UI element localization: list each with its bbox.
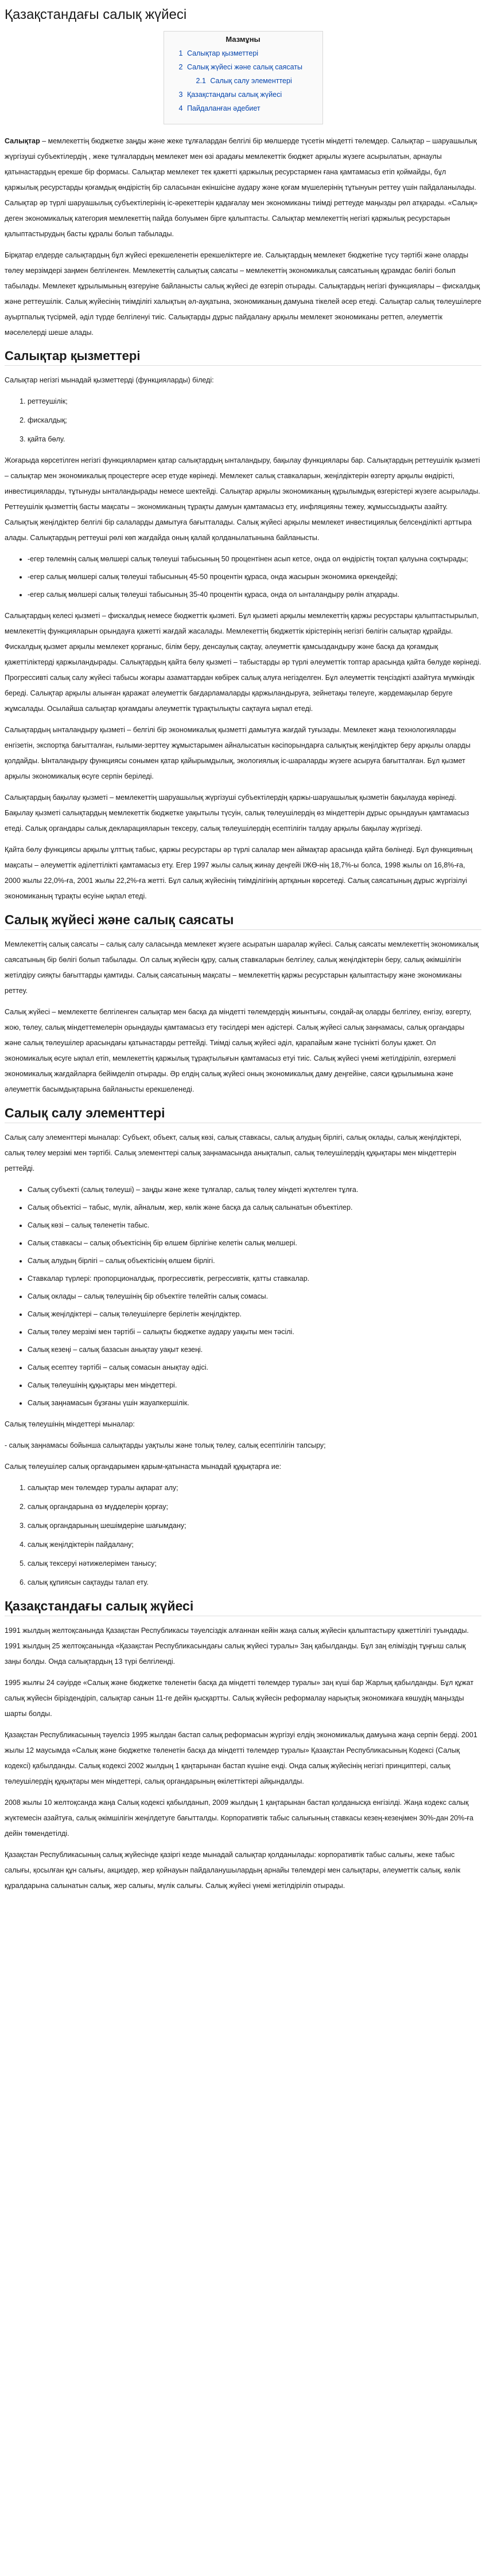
article-page	[0, 7, 486, 2576]
list-item: 5. салық тексеруі нәтижелерімен танысу;	[28, 1556, 481, 1572]
list-item: • Салық жеңілдіктері – салық төлеушілерге берілетін жеңілдіктер.	[28, 1307, 481, 1322]
list-item: 2. фискалдық;	[28, 413, 481, 428]
elements-intro: Салық салу элементтері мыналар: Субъект, объект, салық көзі, салық ставкасы, салық алудың бірлігі, салық оклады, салық жеңілдіктері, салық төлеу мерзімі мен тәртібі. Салық элементтері салық заңнамасында анықталып, салық төлеушілердің құқықтары мен міндеттерін реттейді.	[5, 1133, 462, 1172]
list-item: • Салық төлеушінің құқықтары мен міндеттері.	[28, 1378, 481, 1393]
list-item: • Салық кезеңі – салық базасын анықтау уақыт кезеңі.	[28, 1342, 481, 1358]
policy-paragraph-1: Мемлекеттің салық саясаты – салық салу саласында мемлекет жүзеге асыратын шаралар жүйесі. Салық саясаты мемлекеттің экономикалық саясатының бір бөлігі болып табылады. Ол салық жүйесін құру, салық ставкаларын белгілеу, салық жеңілдіктерін беру, салық әкімшілігін жетілдіру сияқты бағыттарды қамтиды. Салық саясатының мақсаты – мемлекеттің қаржы ресурстарын қалыптастыру және экономиканы реттеу.	[5, 940, 479, 995]
list-item: • Ставкалар түрлері: пропорционалдық, прогрессивтік, регрессивтік, қатты ставкалар.	[28, 1271, 481, 1287]
page-title: Қазақстандағы салық жүйесі	[5, 7, 187, 22]
section-heading-tax-system-policy: Салық жүйесі және салық саясаты	[5, 912, 481, 930]
functions-paragraph-1: Жоғарыда көрсетілген негізгі функциялармен қатар салықтардың ынталандыру, бақылау функциялары бар. Салықтардың реттеушілік қызметі – салықтар мен экономикалық процестерге әсер етуде көрінеді. Мемлекет салық ставкаларын, жеңілдіктерін өзгерту арқылы өндірісті, инвестицияларды, тұтынуды ынталандырады немесе шектейді. Салықтар арқылы экономиканың құрылымдық өзгерістері жүзеге асырылады. Реттеушілік қызметтің басты мақсаты – экономиканың тұрақты дамуын қамтамасыз ету, инфляцияны тежеу, жұмыссыздықты азайту. Салықтық жеңілдіктер белгілі бір салаларды дамытуға бағытталады. Салық жүйесі арқылы мемлекет инвестициялық белсенділікті арттыра алады. Салықтардың реттеуші рөлі көп жағдайда оның қалай қолданылатынына байланысты.	[5, 456, 480, 542]
toc-item-4[interactable]: 4 Пайдаланған әдебиет	[178, 104, 261, 112]
toc-item-2-1[interactable]: 2.1 Салық салу элементтері	[196, 77, 292, 85]
taxpayer-rights-list	[5, 1480, 481, 1590]
list-item: 1. реттеушілік;	[28, 394, 481, 409]
list-item: • -егер салық мөлшері салық төлеуші табысының 35-40 процентін құраса, онда ол ынталандыру рөлін атқарады.	[28, 587, 481, 603]
toc-heading: Мазмұны	[225, 35, 261, 44]
list-item: • Салық объектісі – табыс, мүлік, айналым, жер, көлік және басқа да салық салынатын объектілер.	[28, 1200, 481, 1215]
section-heading-taxes-functions: Салықтар қызметтері	[5, 349, 481, 366]
list-item: 3. қайта бөлу.	[28, 432, 481, 447]
section-heading-tax-elements: Салық салу элементтері	[5, 1105, 481, 1123]
toc-item-2[interactable]: 2 Салық жүйесі және салық саясаты	[178, 63, 302, 71]
list-item: • Салық есептеу тәртібі – салық сомасын анықтау әдісі.	[28, 1360, 481, 1375]
functions-paragraph-3: Салықтардың ынталандыру қызметі – белгілі бір экономикалық қызметті дамытуға жағдай туғызады. Мемлекет жаңа технологияларды енгізетін, экспортқа бағытталған, ғылыми-зерттеу жұмыстарымен айналысатын кәсіпорындарға салықтық жеңілдіктер беру арқылы оларды қолдайды. Ынталандыру функциясы сонымен қатар қайырымдылық, экологиялық іс-шараларды жүзеге асыруға бағытталған. Бұл қызмет арқылы экономикалық өсуге серпін беріледі.	[5, 726, 471, 780]
list-item: • Салық көзі – салық төленетін табыс.	[28, 1218, 481, 1233]
list-item: 6. салық құпиясын сақтауды талап ету.	[28, 1575, 481, 1590]
toc-item-3[interactable]: 3 Қазақстандағы салық жүйесі	[178, 91, 282, 99]
list-item: • Салық ставкасы – салық объектісінің бір өлшем бірлігіне келетін салық мөлшері.	[28, 1236, 481, 1251]
kz-paragraph-1: 1991 жылдың желтоқсанында Қазақстан Республикасы тәуелсіздік алғаннан кейін жаңа салық жүйесін қалыптастыру қажеттілігі туындады. 1991 жылдың 25 желтоқсанында «Қазақстан Республикасындағы салық жүйесі туралы» Заң қабылданды. Бұл заң еліміздің тұңғыш салық заңы болды. Онда салықтардың 13 түрі белгіленді.	[5, 1627, 469, 1666]
tax-rate-effects-list	[5, 552, 481, 603]
list-item: • Салық төлеу мерзімі мен тәртібі – салықты бюджетке аудару уақыты мен тәсілі.	[28, 1324, 481, 1340]
list-item: • -егер төлемнің салық мөлшері салық төлеуші табысының 50 процентінен асып кетсе, онда ол өндірістің тоқтап қалуына соқтырады;	[28, 552, 481, 567]
functions-intro: Салықтар негізгі мынадай қызметтерді (функцияларды) біледі:	[5, 376, 214, 384]
kz-paragraph-5: Қазақстан Республикасының салық жүйесінде қазіргі кезде мынадай салықтар қолданылады: корпоративтік табыс салығы, жеке табыс салығы, қосылған құн салығы, акциздер, жер қойнауын пайдаланушылардың арнайы төлемдері мен салықтары, әлеуметтік салық, көлік құралдарына салынатын салық, жер салығы, мүлік салығы. Салық жүйесі үнемі жетілдіріліп отырады.	[5, 1851, 461, 1890]
elements-paragraph-2: - салық заңнамасы бойынша салықтарды уақтылы және толық төлеу, салық есептілігін тапсыру;	[5, 1441, 326, 1449]
list-item: 4. салық жеңілдіктерін пайдалану;	[28, 1537, 481, 1553]
list-item: 3. салық органдарының шешімдеріне шағымдану;	[28, 1518, 481, 1534]
intro-paragraph-2: Бірқатар елдерде салықтардың бұл жүйесі ерекшеленетін ерекшеліктерге ие. Салықтардың мемлекет бюджетіне түсу тәртібі және оларды төлеу мерзімдері заңмен белгіленген. Мемлекеттің салықтық саясаты – мемлекеттің экономикалық саясатының құрамдас бөлігі болып табылады. Мемлекет құрылымының өзгеруіне байланысты салық жүйесі де өзгеріп отырады. Салықтардың негізгі функциялары – фискалдық және реттеушілік. Салық жүйесінің тиімділігі халықтың әл-ауқатына, экономиканың дамуына тікелей әсер етеді. Салықтар салық төлеушілерге ауыртпалық түсірмей, әділ түрде белгіленуі тиіс. Салықтарды дұрыс пайдалану арқылы мемлекет экономиканы реттеп, әлеуметтік мәселелерді шеше алады.	[5, 251, 481, 337]
list-item: • -егер салық мөлшері салық төлеуші табысының 45-50 процентін құраса, онда жасырын экономика өркендейді;	[28, 569, 481, 585]
list-item: 1. салықтар мен төлемдер туралы ақпарат алу;	[28, 1480, 481, 1496]
policy-paragraph-2: Салық жүйесі – мемлекетте белгіленген салықтар мен басқа да міндетті төлемдердің жиынтығы, сондай-ақ оларды белгілеу, енгізу, өзгерту, жою, төлеу, салық міндеттемелерін орындауды қамтамасыз ету тәсілдері мен әдістері. Салық жүйесі салық заңнамасы, салық органдары және салық төлеушілер арасындағы қатынастарды реттейді. Тиімді салық жүйесі әділ, қарапайым және түсінікті болуы қажет. Ол экономикалық өсуге ықпал етіп, мемлекеттің қаржылық тұрақтылығын қамтамасыз етуі тиіс. Салық жүйесі үнемі жетілдіріліп, өзгермелі экономикалық жағдайларға бейімделіп отырады. Әр елдің салық жүйесі оның экономикалық даму деңгейіне, саяси құрылымына және әлеуметтік басымдықтарына байланысты ерекшеленеді.	[5, 1008, 472, 1093]
list-item: 2. салық органдарына өз мүдделерін қорғау;	[28, 1499, 481, 1515]
elements-list	[5, 1182, 481, 1411]
kz-paragraph-2: 1995 жылғы 24 сәуірде «Салық және бюджетке төленетін басқа да міндетті төлемдер туралы» заң күші бар Жарлық қабылданды. Бұл құжат салық жүйесін біріздендіріп, салықтар санын 11-ге дейін қысқартты. Салық жүйесін реформалау нарықтық экономикаға көшудің маңызды шарты болды.	[5, 1679, 474, 1718]
functions-paragraph-4: Салықтардың бақылау қызметі – мемлекеттің шаруашылық жүргізуші субъектілердің қаржы-шаруашылық қызметін бақылауда көрінеді. Бақылау қызметі салықтардың мемлекеттік бюджетке уақытылы түсуін, салық төлеушілердің өз міндеттерін дұрыс орындауын қамтамасыз етеді. Салық органдары салық декларацияларын тексеру, салық төлеушілердің есептілігін талдау арқылы бақылау жүргізеді.	[5, 793, 469, 832]
functions-paragraph-5: Қайта бөлу функциясы арқылы ұлттық табыс, қаржы ресурстары әр түрлі салалар мен аймақтар арасында қайта бөлінеді. Бұл функцияның мақсаты – әлеуметтік әділеттілікті қамтамасыз ету. Егер 1997 жылы салық жинау деңгейі ІЖӨ-нің 18,7%-ы болса, 1998 жылы ол 16,8%-ға, 2000 жылы 22,0%-ға, 2001 жылы 22,2%-ға жетті. Бұл салық жүйесінің тиімділігінің артқанын көрсетеді. Салық саясатының дұрыс жүргізілуі экономиканың тұрақты өсуіне ықпал етеді.	[5, 846, 473, 900]
intro-paragraph-1: Салықтар – мемлекеттің бюджетке заңды және жеке тұлғалардан белгілі бір мөлшерде түсетін міндетті төлемдер. Салықтар – шаруашылық жүргізуші субъектілердің , жеке тұлғалардың мемлекет мен өзі арадағы мемлекеттік бюджет арқылы жүзеге асырылатын, арнаулы қатынастардың ерекше бір формасы. Салықтар мемлекет тек қажетті қаржылық ресурстармен ғана қамтамасыз етіп қоймайды, бұл қаржылық ресурстарды қоғамдық өндірістің бір саласынан екіншісіне аудару және қоғам мүшелерінің тұтынуын реттеу үшін пайдаланылады. Салықтар әр түрлі шаруашылық субъектілерінің іс-әрекеттерін қадағалау мен экономиканы тиімді реттеуде маңызды рөл атқарады. «Салық» деген экономикалық категория мемлекеттің пайда болуымен бірге қалыптасты. Салықтар мемлекеттің негізгі қаржылық ресурстарын қалыптастырудың басты құралы болып табылады.	[5, 137, 478, 238]
functions-paragraph-2: Салықтардың келесі қызметі – фискалдық немесе бюджеттік қызметі. Бұл қызметі арқылы мемлекеттің қаржы ресурстары қалыптастырылып, мемлекеттің функцияларын орындауға қажетті жағдай жасалады. Мемлекеттің бюджеттік кірістерінің негізгі бөлігін салықтар құрайды. Фискалдық қызмет арқылы мемлекет қорғаныс, білім беру, денсаулық сақтау, әлеуметтік қамсыздандыру және басқа да қоғамдық қажеттіліктерді қаржыландырады. Салықтардың қайта бөлу қызметі – табыстарды әр түрлі әлеуметтік топтар арасында қайта бөлуде көрінеді. Прогрессивті салық салу жүйесі табысы жоғары азаматтардан көбірек салық алуға негізделген. Бұл әлеуметтік теңсіздікті азайтуға мүмкіндік береді. Салықтар арқылы алынған қаражат әлеуметтік бағдарламаларды қаржыландыруға, зейнетақы төлеуге, жәрдемақылар беруге жұмсалады. Осылайша салықтар қоғамдағы әлеуметтік тұрақтылықты сақтауға ықпал етеді.	[5, 612, 481, 713]
section-heading-kazakhstan-tax-system: Қазақстандағы салық жүйесі	[5, 1598, 481, 1616]
kz-paragraph-4: 2008 жылы 10 желтоқсанда жаңа Салық кодексі қабылданып, 2009 жылдың 1 қаңтарынан бастап қолданысқа енгізілді. Жаңа кодекс салық жүктемесін азайтуға, салық әкімшілігін жеңілдетуге бағытталды. Корпоративтік табыс салығының ставкасы кезең-кезеңімен 30%-дан 20%-ға дейін төмендетілді.	[5, 1799, 474, 1838]
list-item: • Салық субъекті (салық төлеуші) – заңды және жеке тұлғалар, салық төлеу міндеті жүктелген тұлға.	[28, 1182, 481, 1198]
functions-list	[5, 394, 481, 447]
toc-item-1[interactable]: 1 Салықтар қызметтері	[178, 49, 259, 57]
kz-paragraph-3: Қазақстан Республикасының тәуелсіз 1995 жылдан бастап салық реформасын жүргізуі елдің экономикалық дамуына жаңа серпін берді. 2001 жылы 12 маусымда «Салық және бюджетке төленетін басқа да міндетті төлемдер туралы» Қазақстан Республикасының Кодексі (Салық кодексі) қабылданды. Салық кодексі 2002 жылдың 1 қаңтарынан бастап күшіне енді. Онда салық жүйесінің негізгі принциптері, салық төлеушілердің құқықтары мен міндеттері, салық органдарының өкілеттіктері айқындалды.	[5, 1731, 477, 1785]
list-item: • Салық алудың бірлігі – салық объектісінің өлшем бірлігі.	[28, 1253, 481, 1269]
elements-paragraph-1: Салық төлеушінің міндеттері мыналар:	[5, 1420, 135, 1428]
table-of-contents	[164, 31, 323, 124]
toc-list	[169, 49, 318, 112]
elements-paragraph-3: Салық төлеушілер салық органдарымен қарым-қатынаста мынадай құқықтарға ие:	[5, 1463, 282, 1471]
list-item: • Салық оклады – салық төлеушінің бір объектіге төлейтін салық сомасы.	[28, 1289, 481, 1304]
list-item: • Салық заңнамасын бұзғаны үшін жауапкершілік.	[28, 1396, 481, 1411]
